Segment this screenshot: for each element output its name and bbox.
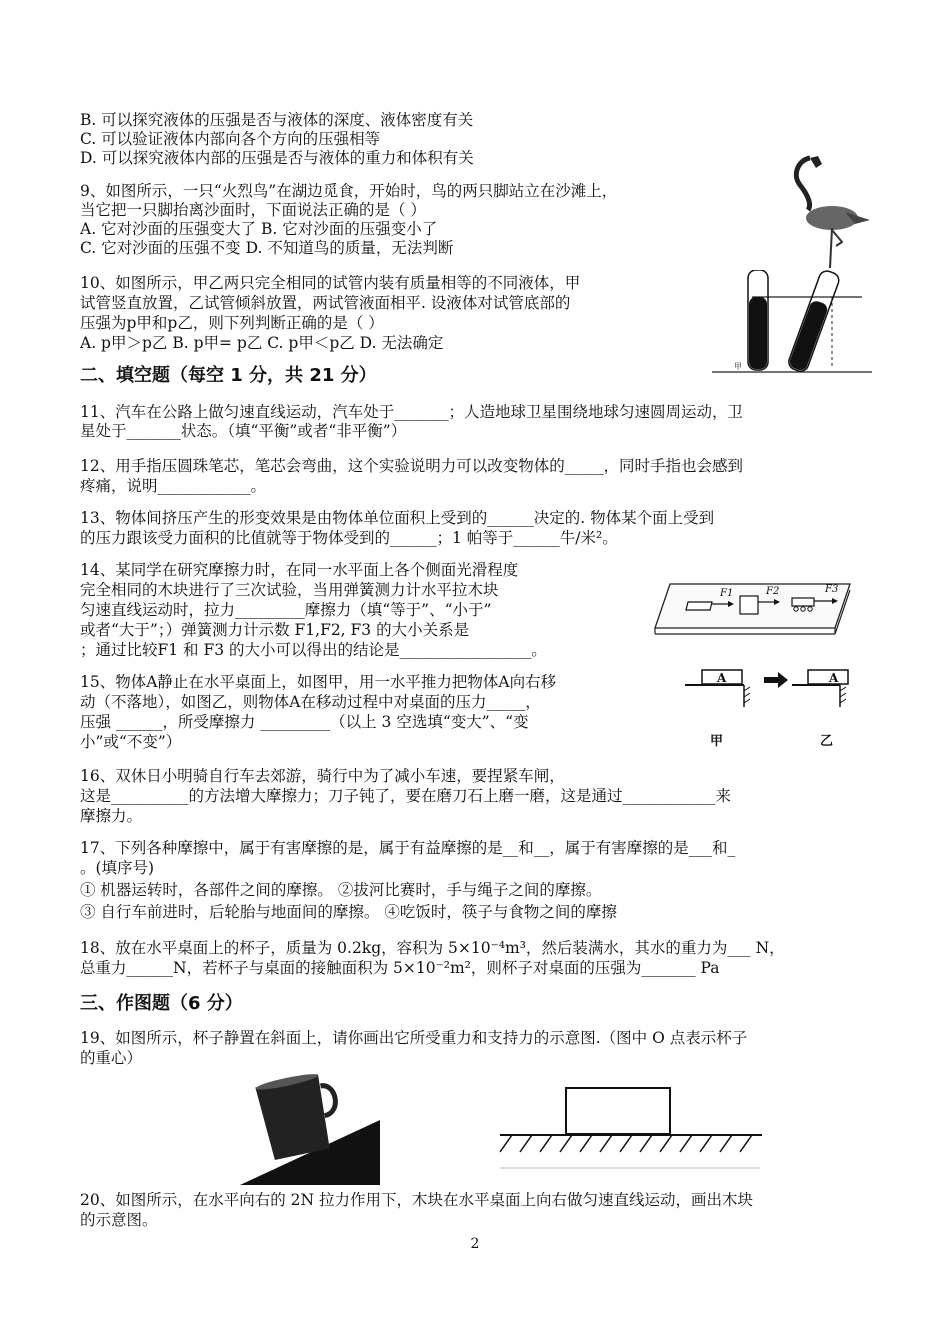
table-hatching	[500, 1135, 752, 1152]
tube-jia-liquid	[749, 297, 767, 369]
block-flat	[686, 602, 712, 610]
tube-jia-label: 甲	[734, 362, 742, 371]
q16-line3: 摩擦力。	[80, 807, 143, 825]
q10-line3: 压强为p甲和p乙，则下列判断正确的是（ ）	[80, 314, 384, 332]
q14-line5: ；通过比较F1 和 F3 的大小可以得出的结论是_________________。	[80, 641, 547, 659]
q20-line1: 20、如图所示，在水平向右的 2N 拉力作用下，木块在水平桌面上向右做匀速直线运动，画出木块	[80, 1191, 754, 1209]
wood-block-figure	[490, 1080, 770, 1170]
q16-line2: 这是__________的方法增大摩擦力；刀子钝了，要在磨刀石上磨一磨，这是通过____________来	[80, 787, 732, 805]
q9-options-ab: A. 它对沙面的压强变大了 B. 它对沙面的压强变小了	[80, 220, 438, 238]
block-a-figure	[680, 665, 880, 755]
flamingo-figure	[770, 150, 880, 275]
q9-options-cd: C. 它对沙面的压强不变 D. 不知道鸟的质量，无法判断	[80, 239, 454, 257]
caption-jia: 甲	[710, 734, 724, 749]
q12-line2: 疼痛，说明____________。	[80, 477, 267, 495]
q20-line2: 的示意图。	[80, 1211, 158, 1229]
q17-line3: ① 机器运转时，各部件之间的摩擦。 ②拔河比赛时，手与绳子之间的摩擦。	[80, 881, 602, 899]
section-2-heading: 二、填空题（每空 1 分，共 21 分）	[80, 365, 377, 386]
friction-board-figure	[640, 568, 860, 648]
force-f2-label: F2	[766, 586, 780, 597]
caption-yi: 乙	[820, 734, 834, 749]
q11-line1: 11、汽车在公路上做匀速直线运动，汽车处于_______；人造地球卫星围绕地球匀速圆周运动，卫	[80, 403, 743, 421]
q15-line4: 小”或“不变”）	[80, 733, 182, 751]
q9-line2: 当它把一只脚抬离沙面时，下面说法正确的是（ ）	[80, 201, 426, 219]
q15-line2: 动（不落地），如图乙，则物体A在移动过程中对桌面的压力_____，	[80, 693, 541, 711]
q17-line4: ③ 自行车前进时，后轮胎与地面间的摩擦。 ④吃饭时，筷子与食物之间的摩擦	[80, 903, 617, 921]
cup-incline-figure	[235, 1060, 385, 1190]
option-d: D. 可以探究液体内部的压强是否与液体的重力和体积有关	[80, 149, 474, 167]
q18-line2: 总重力______N，若杯子与桌面的接触面积为 5×10⁻²m²，则杯子对桌面的压强为_______ Pa	[80, 959, 720, 977]
q13-line2: 的压力跟该受力面积的比值就等于物体受到的______；1 帕等于______牛/米²。	[80, 529, 618, 547]
tube-yi-label: 乙	[800, 362, 808, 371]
q11-line2: 星处于_______状态。（填“平衡”或者“非平衡”）	[80, 422, 407, 440]
test-tubes-figure	[712, 270, 872, 376]
q14-line1: 14、某同学在研究摩擦力时，在同一水平面上各个侧面光滑程度	[80, 561, 519, 579]
block-a-jia-label: A	[717, 671, 727, 685]
flamingo-head	[810, 156, 822, 168]
force-f3-label: F3	[825, 584, 839, 595]
q10-line1: 10、如图所示，甲乙两只完全相同的试管内装有质量相等的不同液体，甲	[80, 274, 581, 292]
q10-line2: 试管竖直放置，乙试管倾斜放置，两试管液面相平. 设液体对试管底部的	[80, 294, 571, 312]
q14-line2: 完全相同的木块进行了三次试验，当用弹簧测力计水平拉木块	[80, 581, 499, 599]
flamingo-neck	[796, 158, 810, 210]
q18-line1: 18、放在水平桌面上的杯子，质量为 0.2kg，容积为 5×10⁻⁴m³，然后装满水，其水的重力为___ N，	[80, 939, 785, 957]
flamingo-leg	[830, 228, 832, 268]
q19-line1: 19、如图所示，杯子静置在斜面上，请你画出它所受重力和支持力的示意图.（图中 O 点表示杯子	[80, 1029, 748, 1047]
section-3-heading: 三、作图题（6 分）	[80, 993, 243, 1014]
q16-line1: 16、双休日小明骑自行车去郊游，骑行中为了减小车速，要捏紧车闸，	[80, 767, 565, 785]
q14-line4: 或者“大于”；）弹簧测力计示数 F1,F2, F3 的大小关系是	[80, 621, 470, 639]
q12-line1: 12、用手指压圆珠笔芯，笔芯会弯曲，这个实验说明力可以改变物体的_____，同时手指也会感到	[80, 457, 743, 475]
q19-line2: 的重心）	[80, 1049, 143, 1067]
block-a-yi-label: A	[829, 671, 839, 685]
q15-line3: 压强 ______，所受摩擦力 _________（以上 3 空选填“变大”、“变	[80, 713, 529, 731]
block-on-rollers	[792, 598, 814, 606]
push-arrow	[764, 672, 788, 688]
tube-yi	[787, 270, 841, 373]
block-upright	[740, 596, 758, 614]
force-f1-label: F1	[720, 588, 734, 599]
block-a-yi	[808, 670, 848, 684]
q10-options: A. p甲＞p乙 B. p甲= p乙 C. p甲＜p乙 D. 无法确定	[80, 334, 444, 352]
q15-line1: 15、物体A静止在水平桌面上，如图甲，用一水平推力把物体A向右移	[80, 673, 557, 691]
q17-line1: 17、下列各种摩擦中，属于有害摩擦的是，属于有益摩擦的是__和__，属于有害摩擦的是___和_	[80, 839, 736, 857]
q14-line3: 匀速直线运动时，拉力_________摩擦力（填“等于”、“小于”	[80, 601, 492, 619]
option-b: B. 可以探究液体的压强是否与液体的深度、液体密度有关	[80, 111, 474, 129]
option-c: C. 可以验证液体内部向各个方向的压强相等	[80, 130, 381, 148]
q9-line1: 9、如图所示，一只“火烈鸟”在湖边觅食，开始时，鸟的两只脚站立在沙滩上，	[80, 182, 618, 200]
q13-line1: 13、物体间挤压产生的形变效果是由物体单位面积上受到的______决定的. 物体某个面上受到	[80, 509, 715, 527]
wood-block	[566, 1088, 670, 1134]
flamingo-raised-leg	[832, 230, 842, 246]
page-number: 2	[470, 1236, 480, 1252]
q17-line2: 。(填序号)	[80, 859, 155, 877]
